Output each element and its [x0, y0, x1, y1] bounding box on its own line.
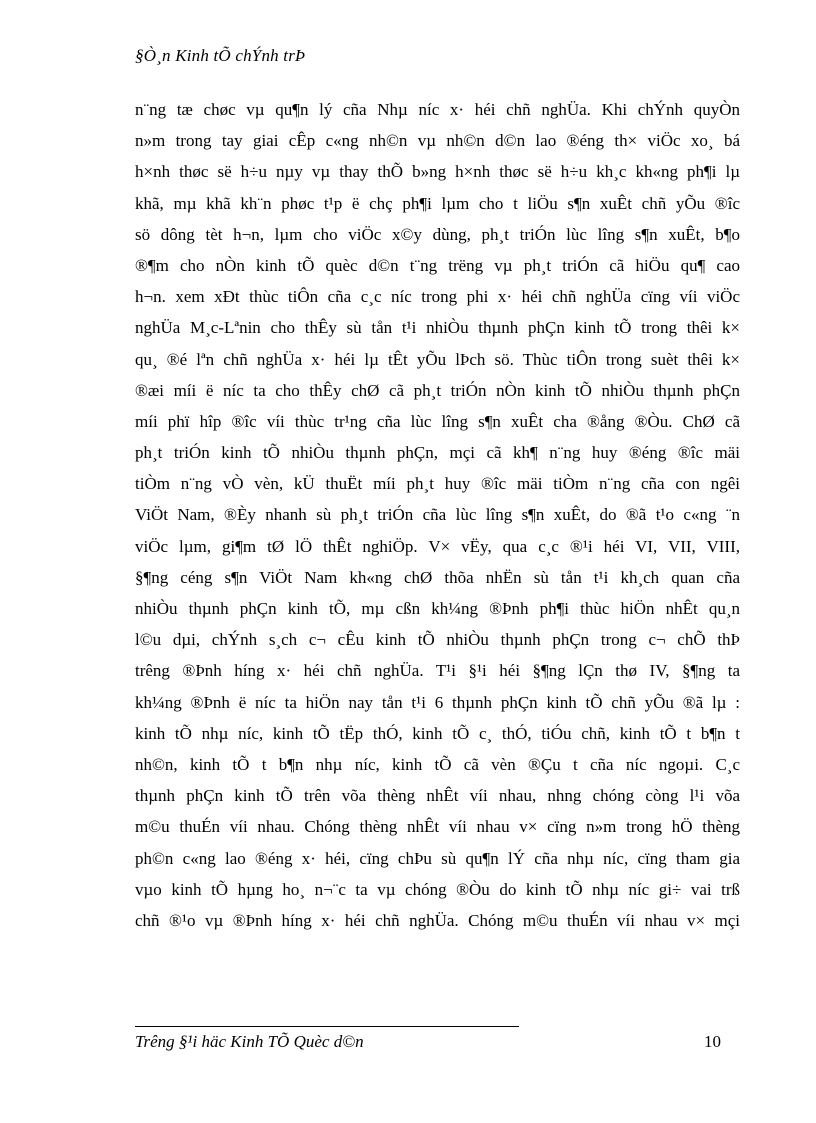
- footer-institution: Trêng §¹i häc Kinh TÕ Quèc d©n: [135, 1032, 364, 1051]
- text-line: ®¶m cho nÒn kinh tÕ quèc d©n t¨ng trëng vµ ph¸t triÓn cã hiÖu qu¶ cao: [135, 255, 740, 275]
- text-line: chñ ®¹o vµ ®Þnh híng x· héi chñ nghÜa. Chóng m©u thuÉn víi nhau v× mçi: [135, 910, 740, 930]
- text-line: trêng ®Þnh híng x· héi chñ nghÜa. T¹i §¹i héi §¶ng lÇn thø IV, §¶ng ta: [135, 661, 740, 681]
- text-line: kinh tÕ nhµ níc, kinh tÕ tËp thÓ, kinh tÕ c¸ thÓ, tiÓu chñ, kinh tÕ t b¶n t: [135, 723, 740, 743]
- text-line: thµnh phÇn kinh tÕ trên võa thèng nhÊt víi nhau, nhng chóng còng l¹i võa: [135, 786, 740, 806]
- text-line: nghÜa M¸c-Lªnin cho thÊy sù tån t¹i nhiÒu thµnh phÇn kinh tÕ trong thêi k×: [135, 318, 740, 338]
- text-line: kh¼ng ®Þnh ë níc ta hiÖn nay tån t¹i 6 thµnh phÇn kinh tÕ chñ yÕu ®ã lµ :: [135, 692, 740, 712]
- text-line: qu¸ ®é lªn chñ nghÜa x· héi lµ tÊt yÕu lÞch sö. Thùc tiÔn trong suèt thêi k×: [135, 349, 740, 369]
- text-line: l©u dµi, chÝnh s¸ch c¬ cÊu kinh tÕ nhiÒu thµnh phÇn trong c¬ chÕ thÞ: [135, 630, 740, 650]
- text-line: §¶ng céng s¶n ViÖt Nam kh«ng chØ thõa nhËn sù tån t¹i kh¸ch quan cña: [135, 567, 740, 587]
- text-line: n¨ng tæ chøc vµ qu¶n lý cña Nhµ níc x· héi chñ nghÜa. Khi chÝnh quyÒn: [135, 100, 740, 119]
- text-line: m©u thuÉn víi nhau. Chóng thèng nhÊt víi nhau v× cïng n»m trong hÖ thèng: [135, 817, 740, 837]
- text-line: ViÖt Nam, ®Èy nhanh sù ph¸t triÓn cña lùc lîng s¶n xuÊt, do ®ã t¹o c«ng ¨n: [135, 505, 740, 525]
- text-line: h¬n. xem xÐt thùc tiÔn cña c¸c níc trong phi x· héi chñ nghÜa cïng víi viÖc: [135, 287, 740, 307]
- text-line: tiÒm n¨ng vÒ vèn, kÜ thuËt míi ph¸t huy ®îc mäi tiÒm n¨ng cña con ngêi: [135, 474, 740, 494]
- text-line: viÖc lµm, gi¶m tØ lÖ thÊt nghiÖp. V× vËy, qua c¸c ®¹i héi VI, VII, VIII,: [135, 536, 740, 556]
- text-line: nhiÒu thµnh phÇn kinh tÕ, mµ cßn kh¼ng ®Þnh ph¶i thùc hiÖn nhÊt qu¸n: [135, 599, 740, 618]
- text-line: h×nh thøc së h÷u nµy vµ thay thÕ b»ng h×nh thøc së h÷u kh¸c kh«ng ph¶i lµ: [135, 162, 740, 182]
- body-paragraph: [135, 94, 740, 936]
- text-line: ph¸t triÓn kinh tÕ nhiÒu thµnh phÇn, mçi cã kh¶ n¨ng huy ®éng ®îc mäi: [135, 443, 740, 463]
- running-header: §Ò¸n Kinh tÕ chÝnh trÞ: [135, 46, 306, 65]
- text-line: ph©n c«ng lao ®éng x· héi, cïng chÞu sù qu¶n lÝ cña nhµ níc, cïng tham gia: [135, 848, 740, 868]
- text-line: nh©n, kinh tÕ t b¶n nhµ níc, kinh tÕ cã vèn ®Çu t cña níc ngoµi. C¸c: [135, 754, 740, 774]
- text-line: sö dông tèt h¬n, lµm cho viÖc x©y dùng, ph¸t triÓn lùc lîng s¶n xuÊt, b¶o: [135, 224, 740, 244]
- text-line: khã, mµ khã kh¨n phøc t¹p ë chç ph¶i lµm cho t liÖu s¶n xuÊt chñ yÕu ®îc: [135, 193, 740, 213]
- text-line: vµo kinh tÕ hµng ho¸ n¬¨c ta vµ chóng ®Òu do kinh tÕ nhµ níc gi÷ vai trß: [135, 879, 740, 899]
- page-number: 10: [704, 1032, 721, 1051]
- footer-divider: [135, 1026, 519, 1027]
- text-line: ®æi míi ë níc ta cho thÊy chØ cã ph¸t triÓn nÒn kinh tÕ nhiÒu thµnh phÇn: [135, 380, 740, 400]
- text-line: míi phï hîp ®îc víi thùc tr¹ng cña lùc lîng s¶n xuÊt cha ®ång ®Òu. ChØ cã: [135, 411, 740, 431]
- text-line: n»m trong tay giai cÊp c«ng nh©n vµ nh©n d©n lao ®éng th× viÖc xo¸ bá: [135, 131, 740, 151]
